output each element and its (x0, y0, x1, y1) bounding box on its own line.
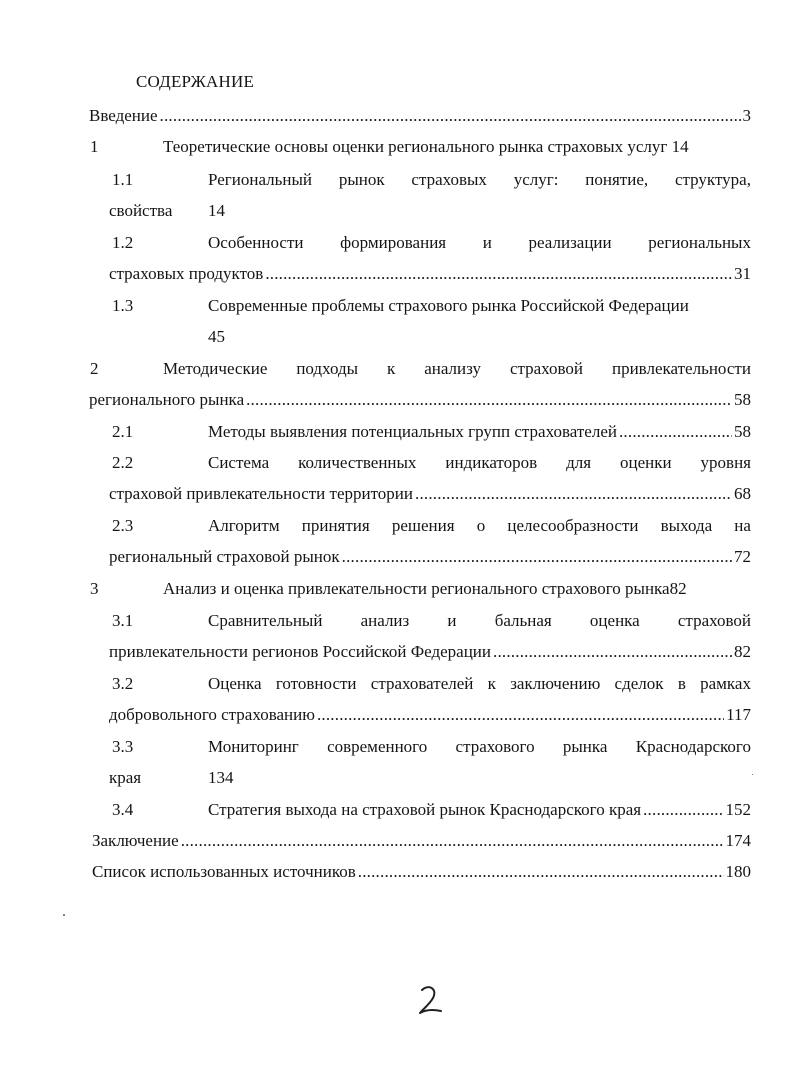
toc-label: Введение (89, 106, 158, 125)
toc-word: Краснодарского (635, 737, 751, 756)
toc-entry-s2-2-line2 (109, 484, 751, 504)
toc-word: страхового (455, 737, 535, 756)
toc-word: рамках (700, 674, 751, 693)
toc-section-number: 2.3 (112, 516, 134, 535)
toc-word: современного (327, 737, 428, 756)
toc-page: 134 (208, 768, 234, 787)
toc-entry-ch1 (163, 137, 689, 157)
toc-section-number: 3.2 (112, 674, 134, 693)
toc-section-number: 2.1 (112, 422, 134, 441)
toc-page: 174 (725, 831, 751, 850)
toc-leader-dots (160, 106, 741, 126)
handwritten-page-number (416, 984, 444, 1016)
toc-entry-s2-1 (208, 422, 751, 442)
toc-section-number: 3.3 (112, 737, 134, 756)
toc-leader-dots (317, 705, 724, 725)
toc-page: 31 (734, 264, 751, 283)
toc-leader-dots (643, 800, 723, 820)
toc-label: Стратегия выхода на страховой рынок Краснодарского края (208, 800, 642, 819)
toc-leader-dots (265, 264, 732, 284)
toc-entry-ch2-line1 (163, 359, 751, 379)
toc-word: страховых (411, 170, 487, 189)
toc-entry-s2-3-line1 (208, 516, 751, 536)
toc-section-number: 2.2 (112, 453, 134, 472)
toc-leader-dots (246, 390, 732, 410)
page-title: СОДЕРЖАНИЕ (136, 72, 255, 91)
toc-entry-ch3 (163, 579, 687, 599)
toc-entry-s1-1-line1 (208, 170, 751, 190)
toc-word: бальная (494, 611, 552, 630)
toc-word: в (677, 674, 686, 693)
toc-page: 3 (742, 106, 751, 125)
toc-word: региональных (648, 233, 751, 252)
toc-label: края (109, 768, 142, 787)
toc-label: Современные проблемы страхового рынка Российской Федерации (208, 296, 689, 315)
toc-word: о (476, 516, 486, 535)
toc-page: 82 (669, 579, 687, 598)
toc-label: Список использованных источников (92, 862, 356, 881)
toc-word: Система (208, 453, 270, 472)
toc-leader-dots (358, 862, 724, 882)
toc-chapter-number: 3 (90, 579, 99, 598)
toc-word: реализации (528, 233, 612, 252)
toc-page: 152 (725, 800, 751, 819)
toc-entry-s2-3-line2 (109, 547, 751, 567)
toc-entry-s3-1-line1 (208, 611, 751, 631)
toc-label: Теоретические основы оценки регионального рынка страховых услуг (163, 137, 668, 156)
toc-entry-ch2-line2 (89, 390, 751, 410)
scan-speck (752, 774, 753, 775)
toc-word: Региональный (208, 170, 312, 189)
toc-entry-s1-2-line2 (109, 264, 751, 284)
toc-page: 68 (734, 484, 751, 503)
toc-word: заключению (510, 674, 601, 693)
toc-label: свойства (109, 201, 173, 220)
toc-section-number: 3.4 (112, 800, 134, 819)
toc-leader-dots (342, 547, 732, 567)
toc-section-number: 1.2 (112, 233, 134, 252)
toc-page: 58 (734, 422, 751, 441)
toc-word: к (487, 674, 496, 693)
toc-word: структура, (674, 170, 751, 189)
toc-word: услуг: (513, 170, 559, 189)
toc-section-number: 1.1 (112, 170, 134, 189)
toc-word: количественных (298, 453, 417, 472)
toc-page: 14 (208, 201, 225, 220)
toc-page: 117 (726, 705, 751, 724)
toc-entry-s3-2-line1 (208, 674, 751, 694)
toc-word: готовности (275, 674, 357, 693)
scan-speck (63, 914, 65, 916)
toc-leader-dots (493, 642, 732, 662)
toc-word: Методические (163, 359, 268, 378)
toc-word: индикаторов (445, 453, 538, 472)
toc-label: добровольного страхованию (109, 705, 315, 724)
toc-word: Мониторинг (208, 737, 299, 756)
toc-word: рынок (338, 170, 385, 189)
toc-word: анализ (360, 611, 410, 630)
toc-word: понятие, (585, 170, 649, 189)
toc-page: 45 (208, 327, 225, 346)
toc-entry-s3-2-line2 (109, 705, 751, 725)
toc-word: привлекательности (611, 359, 751, 378)
toc-word: выхода (660, 516, 713, 535)
toc-word: Оценка (208, 674, 262, 693)
toc-label: региональный страховой рынок (109, 547, 340, 566)
toc-page: 180 (725, 862, 751, 881)
toc-label: регионального рынка (89, 390, 245, 409)
toc-label: привлекательности регионов Российской Федерации (109, 642, 491, 661)
toc-page: 82 (734, 642, 751, 661)
toc-label: Анализ и оценка привлекательности регионального страхового рынка (163, 579, 670, 598)
toc-word: для (566, 453, 592, 472)
toc-word: страховой (509, 359, 584, 378)
toc-entry-s1-2-line1 (208, 233, 751, 253)
toc-word: и (482, 233, 492, 252)
toc-section-number: 3.1 (112, 611, 134, 630)
toc-word: страхователей (370, 674, 474, 693)
toc-page: 58 (734, 390, 751, 409)
toc-label: Методы выявления потенциальных групп страхователей (208, 422, 617, 441)
toc-word: Алгоритм (208, 516, 280, 535)
toc-page: 14 (671, 137, 689, 156)
toc-label: страховых продуктов (109, 264, 264, 283)
toc-word: подходы (296, 359, 359, 378)
toc-page: 72 (734, 547, 751, 566)
toc-chapter-number: 1 (90, 137, 99, 156)
toc-entry-s2-2-line1 (208, 453, 751, 473)
toc-entry-s3-1-line2 (109, 642, 751, 662)
toc-entry-conclusion (92, 831, 751, 851)
toc-entry-s3-4 (208, 800, 751, 820)
toc-entry-intro (89, 106, 751, 126)
toc-word: к (386, 359, 396, 378)
toc-chapter-number: 2 (90, 359, 99, 378)
toc-word: страховой (677, 611, 751, 630)
toc-word: оценки (620, 453, 672, 472)
toc-leader-dots (181, 831, 724, 851)
toc-word: решения (391, 516, 455, 535)
toc-label: Заключение (92, 831, 179, 850)
toc-word: уровня (700, 453, 751, 472)
toc-word: Сравнительный (208, 611, 323, 630)
toc-word: на (734, 516, 751, 535)
toc-word: и (447, 611, 457, 630)
toc-leader-dots (415, 484, 732, 504)
toc-word: оценка (589, 611, 640, 630)
toc-entry-sources (92, 862, 751, 882)
toc-word: сделок (614, 674, 664, 693)
toc-word: рынка (562, 737, 608, 756)
toc-word: принятия (301, 516, 370, 535)
toc-word: анализу (424, 359, 481, 378)
toc-leader-dots (619, 422, 732, 442)
toc-word: Особенности (208, 233, 304, 252)
toc-label: страховой привлекательности территории (109, 484, 413, 503)
toc-word: формирования (340, 233, 447, 252)
toc-word: целесообразности (507, 516, 639, 535)
toc-section-number: 1.3 (112, 296, 134, 315)
toc-entry-s3-3-line1 (208, 737, 751, 757)
